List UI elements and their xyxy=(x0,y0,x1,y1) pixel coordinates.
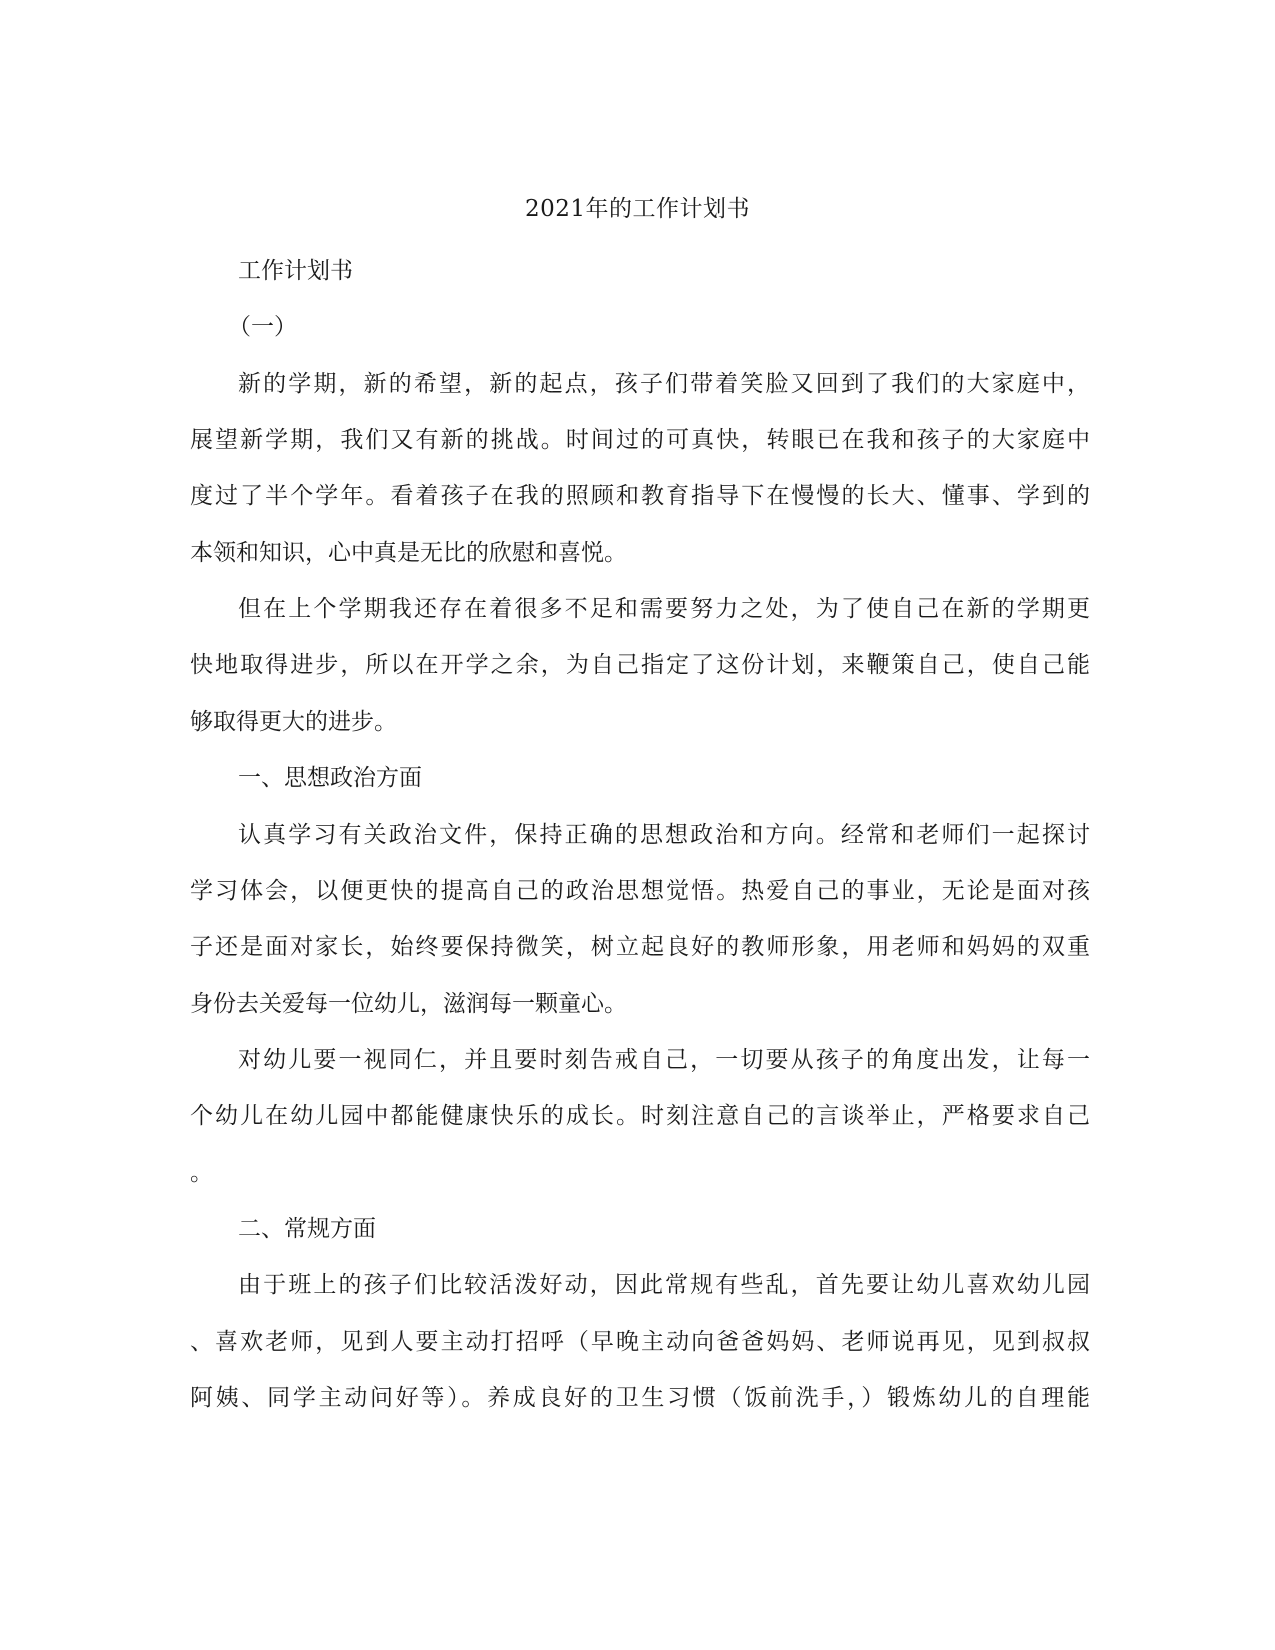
section-number: （一） xyxy=(228,314,297,340)
paragraph-line: 。 xyxy=(190,1160,213,1186)
paragraph-line: 身份去关爱每一位幼儿，滋润每一颗童心。 xyxy=(190,991,627,1017)
paragraph-line: 、喜欢老师，见到人要主动打招呼（早晚主动向爸爸妈妈、老师说再见，见到叔叔 xyxy=(190,1329,1090,1355)
heading: 工作计划书 xyxy=(238,258,353,284)
paragraph-line: 个幼儿在幼儿园中都能健康快乐的成长。时刻注意自己的言谈举止，严格要求自己 xyxy=(190,1103,1090,1129)
section-heading: 二、常规方面 xyxy=(238,1216,376,1242)
paragraph-line: 度过了半个学年。看着孩子在我的照顾和教育指导下在慢慢的长大、懂事、学到的 xyxy=(190,483,1090,509)
document-title: 2021年的工作计划书 xyxy=(524,196,751,222)
paragraph-line: 阿姨、同学主动问好等）。养成良好的卫生习惯（饭前洗手，）锻炼幼儿的自理能 xyxy=(190,1385,1090,1411)
paragraph-line: 认真学习有关政治文件，保持正确的思想政治和方向。经常和老师们一起探讨 xyxy=(238,822,1090,848)
paragraph-line: 本领和知识，心中真是无比的欣慰和喜悦。 xyxy=(190,540,627,566)
paragraph-line: 对幼儿要一视同仁，并且要时刻告戒自己，一切要从孩子的角度出发，让每一 xyxy=(238,1047,1090,1073)
paragraph-line: 新的学期，新的希望，新的起点，孩子们带着笑脸又回到了我们的大家庭中， xyxy=(238,371,1090,397)
paragraph-line: 由于班上的孩子们比较活泼好动，因此常规有些乱，首先要让幼儿喜欢幼儿园 xyxy=(238,1272,1090,1298)
paragraph-line: 展望新学期，我们又有新的挑战。时间过的可真快，转眼已在我和孩子的大家庭中 xyxy=(190,427,1090,453)
paragraph-line: 但在上个学期我还存在着很多不足和需要努力之处，为了使自己在新的学期更 xyxy=(238,596,1090,622)
paragraph-line: 够取得更大的进步。 xyxy=(190,709,397,735)
paragraph-line: 子还是面对家长，始终要保持微笑，树立起良好的教师形象，用老师和妈妈的双重 xyxy=(190,934,1090,960)
paragraph-line: 快地取得进步，所以在开学之余，为自己指定了这份计划，来鞭策自己，使自己能 xyxy=(190,652,1090,678)
paragraph-line: 学习体会，以便更快的提高自己的政治思想觉悟。热爱自己的事业，无论是面对孩 xyxy=(190,878,1090,904)
section-heading: 一、思想政治方面 xyxy=(238,765,422,791)
